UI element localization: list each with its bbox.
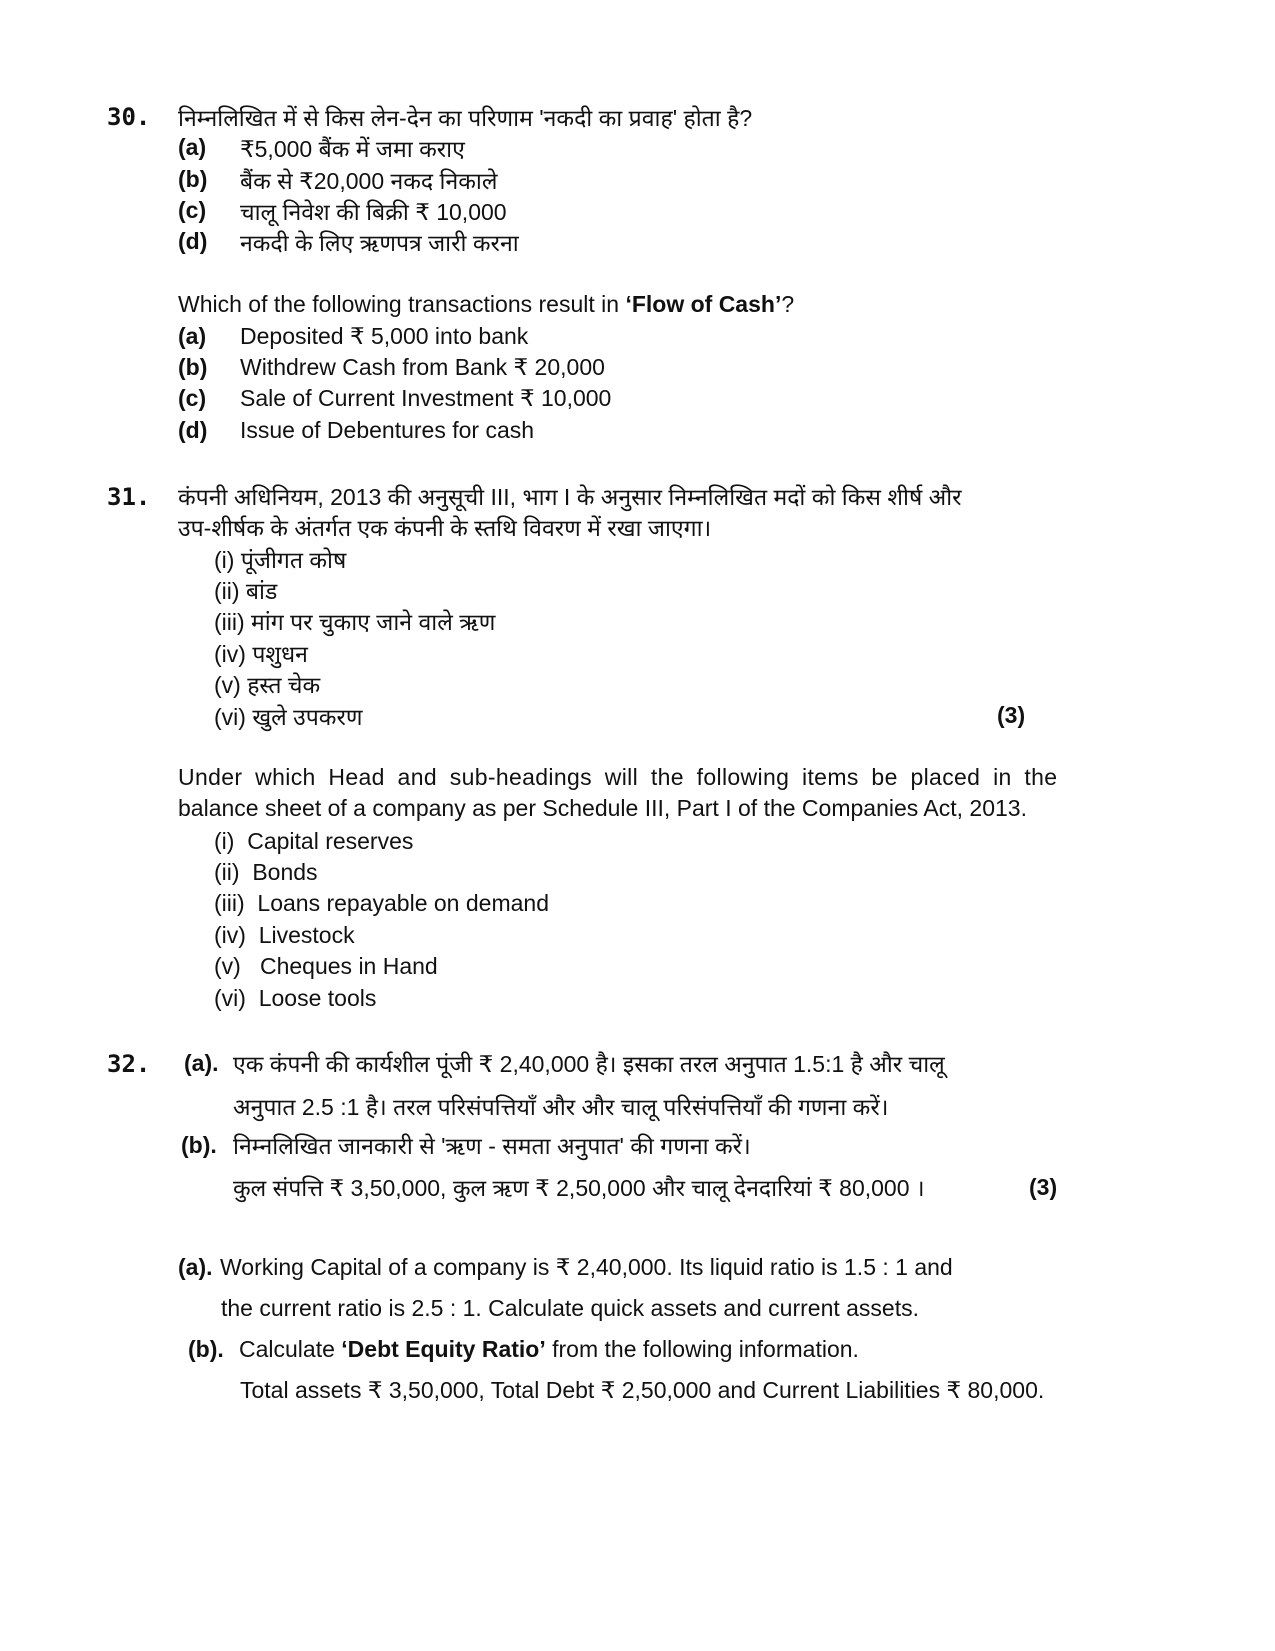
q31-hi-item: (iv) पशुधन [214,641,308,667]
question-32-number: 32. [107,1050,151,1078]
q32-en-part-a-line-1: Working Capital of a company is ₹ 2,40,000. Its liquid ratio is 1.5 : 1 and [220,1254,953,1280]
q32-hi-part-b-line-2: कुल संपत्ति ₹ 3,50,000, कुल ऋण ₹ 2,50,000 और चालू देनदारियां ₹ 80,000 । [233,1175,925,1201]
q32-en-part-b-line-2: Total assets ₹ 3,50,000, Total Debt ₹ 2,50,000 and Current Liabilities ₹ 80,000. [240,1377,1045,1403]
q30-hi-option-a: ₹5,000 बैंक में जमा कराए [240,136,465,162]
q31-en-item: (v) Cheques in Hand [214,953,438,979]
q30-en-option-a-label: (a) [178,323,207,349]
q30-en-option-d-label: (d) [178,417,208,443]
q30-hi-option-b: बैंक से ₹20,000 नकद निकाले [240,168,498,194]
q32-en-part-a-label: (a). [178,1254,213,1280]
q31-en-item: (vi) Loose tools [214,985,377,1011]
q31-hi-item: (ii) बांड [214,578,278,604]
question-31-english-line-2: balance sheet of a company as per Schedule III, Part I of the Companies Act, 2013. [178,795,1027,821]
q30-en-option-b-label: (b) [178,354,208,380]
q32-hi-part-a-line-2: अनुपात 2.5 :1 है। तरल परिसंपत्तियाँ और और चालू परिसंपत्तियाँ की गणना करें। [233,1094,889,1120]
q31-hi-item: (vi) खुले उपकरण [214,704,363,730]
q30-en-option-b: Withdrew Cash from Bank ₹ 20,000 [240,354,605,380]
q30-hi-option-a-label: (a) [178,134,207,160]
q31-en-item: (iv) Livestock [214,922,355,948]
question-31-hindi-line-2: उप-शीर्षक के अंतर्गत एक कंपनी के स्तथि विवरण में रखा जाएगा। [178,515,712,541]
q32-en-part-b-line-1: Calculate ‘Debt Equity Ratio’ from the following information. [239,1336,859,1362]
q31-hi-item: (i) पूंजीगत कोष [214,547,347,573]
question-31-number: 31. [107,483,151,511]
question-30-number: 30. [107,103,151,131]
question-31-english-line-1: Under which Head and sub-headings will the following items be placed in the [178,764,1058,790]
q32-en-part-a-line-2: the current ratio is 2.5 : 1. Calculate quick assets and current assets. [221,1295,920,1321]
question-30-hindi-text: निम्नलिखित में से किस लेन-देन का परिणाम 'नकदी का प्रवाह' होता है? [178,105,753,131]
q30-hi-option-c: चालू निवेश की बिक्री ₹ 10,000 [240,199,507,225]
q31-hi-item: (v) हस्त चेक [214,672,321,698]
q30-en-option-d: Issue of Debentures for cash [240,417,535,443]
q31-hi-item: (iii) मांग पर चुकाए जाने वाले ऋण [214,609,496,635]
q30-en-option-a: Deposited ₹ 5,000 into bank [240,323,529,349]
q30-hi-option-b-label: (b) [178,166,208,192]
q32-hi-part-b-line-1: निम्नलिखित जानकारी से 'ऋण - समता अनुपात' की गणना करें। [233,1133,751,1159]
question-31-hindi-line-1: कंपनी अधिनियम, 2013 की अनुसूची III, भाग I के अनुसार निम्नलिखित मदों को किस शीर्ष और [178,484,962,510]
q32-en-part-b-label: (b). [188,1336,224,1362]
q32-hi-part-a-label: (a). [184,1050,219,1076]
question-30-english-text: Which of the following transactions result in ‘Flow of Cash’? [178,291,795,317]
q32-hi-part-b-label: (b). [181,1132,217,1158]
q30-hi-option-d-label: (d) [178,228,208,254]
q32-hi-part-a-line-1: एक कंपनी की कार्यशील पूंजी ₹ 2,40,000 है। इसका तरल अनुपात 1.5:1 है और चालू [233,1051,945,1077]
q30-hi-option-d: नकदी के लिए ऋणपत्र जारी करना [240,230,519,256]
q31-en-item: (iii) Loans repayable on demand [214,890,549,916]
question-32-marks: (3) [1029,1174,1058,1200]
q31-en-item: (i) Capital reserves [214,828,414,854]
question-31-marks: (3) [997,702,1026,728]
q30-hi-option-c-label: (c) [178,197,207,223]
q30-en-option-c-label: (c) [178,385,207,411]
q31-en-item: (ii) Bonds [214,859,318,885]
q30-en-option-c: Sale of Current Investment ₹ 10,000 [240,385,612,411]
